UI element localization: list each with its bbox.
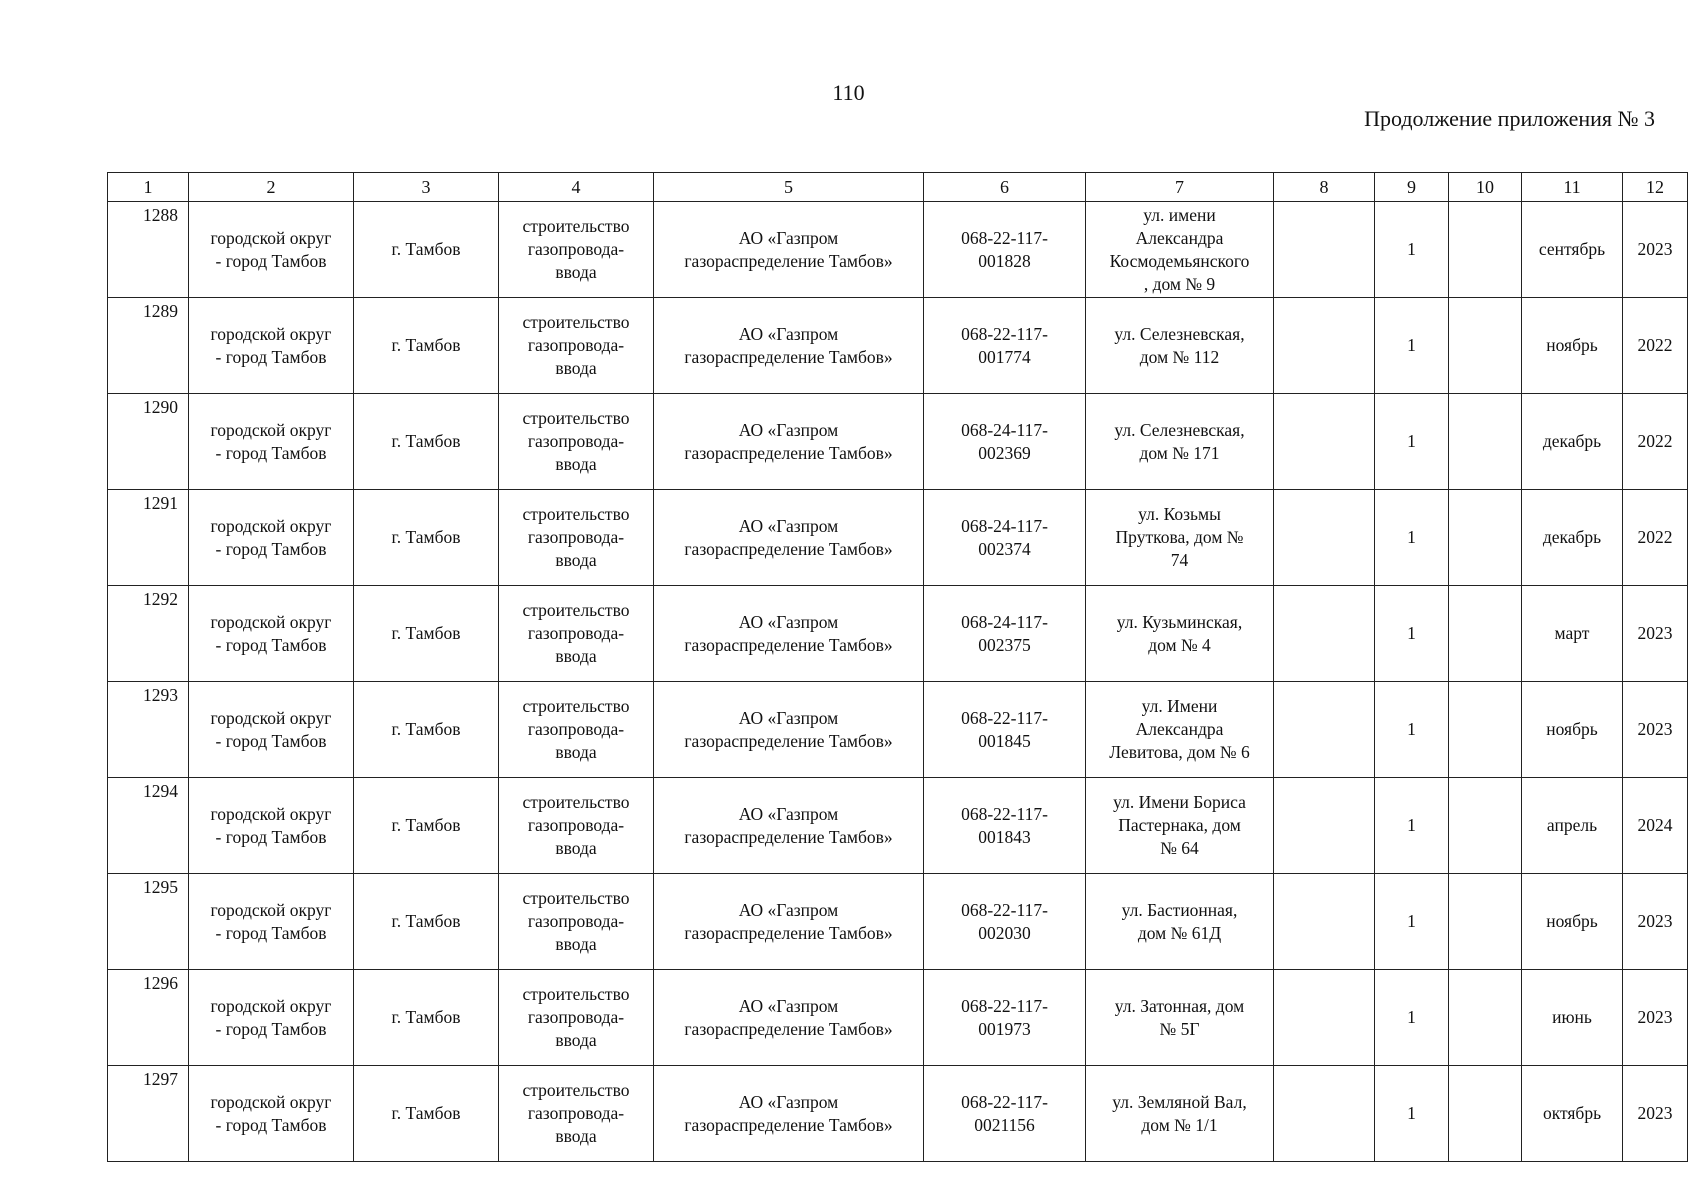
work-type-cell: строительство газопровода- ввода: [499, 394, 654, 490]
column-header: 8: [1274, 173, 1375, 202]
work-type-cell: строительство газопровода- ввода: [499, 490, 654, 586]
table-row: [108, 682, 1688, 778]
organization-cell: АО «Газпром газораспределение Тамбов»: [654, 682, 924, 778]
column-9-cell: 1: [1375, 1066, 1449, 1162]
organization-cell: АО «Газпром газораспределение Тамбов»: [654, 778, 924, 874]
row-number-cell: 1297: [108, 1066, 189, 1162]
object-code-cell: 068-22-117- 001845: [924, 682, 1086, 778]
column-header: 7: [1086, 173, 1274, 202]
column-10-cell: [1449, 778, 1522, 874]
year-cell: 2022: [1623, 394, 1688, 490]
table-row: [108, 874, 1688, 970]
row-number-cell: 1291: [108, 490, 189, 586]
month-cell: ноябрь: [1522, 682, 1623, 778]
column-header: 11: [1522, 173, 1623, 202]
column-header: 6: [924, 173, 1086, 202]
table-row: [108, 490, 1688, 586]
district-cell: городской округ - город Тамбов: [189, 586, 354, 682]
district-cell: городской округ - город Тамбов: [189, 202, 354, 298]
row-number-cell: 1289: [108, 298, 189, 394]
column-10-cell: [1449, 202, 1522, 298]
work-type-cell: строительство газопровода- ввода: [499, 1066, 654, 1162]
column-9-cell: 1: [1375, 586, 1449, 682]
city-cell: г. Тамбов: [354, 394, 499, 490]
year-cell: 2023: [1623, 682, 1688, 778]
address-cell: ул. имени Александра Космодемьянского , дом № 9: [1086, 202, 1274, 298]
month-cell: март: [1522, 586, 1623, 682]
table-row: [108, 394, 1688, 490]
address-cell: ул. Имени Бориса Пастернака, дом № 64: [1086, 778, 1274, 874]
month-cell: июнь: [1522, 970, 1623, 1066]
district-cell: городской округ - город Тамбов: [189, 970, 354, 1066]
work-type-cell: строительство газопровода- ввода: [499, 586, 654, 682]
column-10-cell: [1449, 682, 1522, 778]
city-cell: г. Тамбов: [354, 490, 499, 586]
year-cell: 2022: [1623, 490, 1688, 586]
column-9-cell: 1: [1375, 394, 1449, 490]
city-cell: г. Тамбов: [354, 298, 499, 394]
city-cell: г. Тамбов: [354, 874, 499, 970]
row-number-cell: 1296: [108, 970, 189, 1066]
object-code-cell: 068-22-117- 0021156: [924, 1066, 1086, 1162]
address-cell: ул. Имени Александра Левитова, дом № 6: [1086, 682, 1274, 778]
month-cell: октябрь: [1522, 1066, 1623, 1162]
month-cell: ноябрь: [1522, 874, 1623, 970]
object-code-cell: 068-22-117- 002030: [924, 874, 1086, 970]
district-cell: городской округ - город Тамбов: [189, 1066, 354, 1162]
year-cell: 2023: [1623, 874, 1688, 970]
work-type-cell: строительство газопровода- ввода: [499, 778, 654, 874]
address-cell: ул. Селезневская, дом № 171: [1086, 394, 1274, 490]
work-type-cell: строительство газопровода- ввода: [499, 202, 654, 298]
column-8-cell: [1274, 970, 1375, 1066]
column-header: 10: [1449, 173, 1522, 202]
address-cell: ул. Земляной Вал, дом № 1/1: [1086, 1066, 1274, 1162]
district-cell: городской округ - город Тамбов: [189, 298, 354, 394]
column-8-cell: [1274, 490, 1375, 586]
district-cell: городской округ - город Тамбов: [189, 778, 354, 874]
address-cell: ул. Затонная, дом № 5Г: [1086, 970, 1274, 1066]
column-9-cell: 1: [1375, 778, 1449, 874]
district-cell: городской округ - город Тамбов: [189, 874, 354, 970]
table-row: [108, 970, 1688, 1066]
table-row: [108, 586, 1688, 682]
address-cell: ул. Кузьминская, дом № 4: [1086, 586, 1274, 682]
row-number-cell: 1288: [108, 202, 189, 298]
column-header: 4: [499, 173, 654, 202]
table-row: [108, 1066, 1688, 1162]
column-8-cell: [1274, 778, 1375, 874]
work-type-cell: строительство газопровода- ввода: [499, 874, 654, 970]
city-cell: г. Тамбов: [354, 970, 499, 1066]
appendix-note: Продолжение приложения № 3: [1364, 106, 1655, 131]
object-code-cell: 068-24-117- 002375: [924, 586, 1086, 682]
year-cell: 2024: [1623, 778, 1688, 874]
table-row: [108, 298, 1688, 394]
month-cell: декабрь: [1522, 490, 1623, 586]
column-8-cell: [1274, 586, 1375, 682]
work-type-cell: строительство газопровода- ввода: [499, 682, 654, 778]
address-cell: ул. Селезневская, дом № 112: [1086, 298, 1274, 394]
work-type-cell: строительство газопровода- ввода: [499, 970, 654, 1066]
city-cell: г. Тамбов: [354, 202, 499, 298]
object-code-cell: 068-22-117- 001973: [924, 970, 1086, 1066]
object-code-cell: 068-22-117- 001828: [924, 202, 1086, 298]
year-cell: 2023: [1623, 586, 1688, 682]
column-header: 9: [1375, 173, 1449, 202]
object-code-cell: 068-24-117- 002369: [924, 394, 1086, 490]
column-9-cell: 1: [1375, 298, 1449, 394]
organization-cell: АО «Газпром газораспределение Тамбов»: [654, 490, 924, 586]
column-8-cell: [1274, 682, 1375, 778]
district-cell: городской округ - город Тамбов: [189, 394, 354, 490]
organization-cell: АО «Газпром газораспределение Тамбов»: [654, 1066, 924, 1162]
column-9-cell: 1: [1375, 202, 1449, 298]
organization-cell: АО «Газпром газораспределение Тамбов»: [654, 298, 924, 394]
column-8-cell: [1274, 298, 1375, 394]
month-cell: сентябрь: [1522, 202, 1623, 298]
month-cell: ноябрь: [1522, 298, 1623, 394]
page-number: 110: [832, 80, 865, 105]
header-row: [108, 173, 1688, 202]
month-cell: декабрь: [1522, 394, 1623, 490]
address-cell: ул. Козьмы Пруткова, дом № 74: [1086, 490, 1274, 586]
district-cell: городской округ - город Тамбов: [189, 490, 354, 586]
organization-cell: АО «Газпром газораспределение Тамбов»: [654, 202, 924, 298]
row-number-cell: 1290: [108, 394, 189, 490]
registry-table: [107, 172, 1688, 1162]
city-cell: г. Тамбов: [354, 586, 499, 682]
year-cell: 2023: [1623, 1066, 1688, 1162]
column-9-cell: 1: [1375, 490, 1449, 586]
row-number-cell: 1293: [108, 682, 189, 778]
organization-cell: АО «Газпром газораспределение Тамбов»: [654, 874, 924, 970]
column-8-cell: [1274, 202, 1375, 298]
column-8-cell: [1274, 394, 1375, 490]
month-cell: апрель: [1522, 778, 1623, 874]
column-10-cell: [1449, 970, 1522, 1066]
work-type-cell: строительство газопровода- ввода: [499, 298, 654, 394]
row-number-cell: 1292: [108, 586, 189, 682]
object-code-cell: 068-24-117- 002374: [924, 490, 1086, 586]
column-10-cell: [1449, 1066, 1522, 1162]
address-cell: ул. Бастионная, дом № 61Д: [1086, 874, 1274, 970]
year-cell: 2023: [1623, 202, 1688, 298]
district-cell: городской округ - город Тамбов: [189, 682, 354, 778]
column-8-cell: [1274, 874, 1375, 970]
column-9-cell: 1: [1375, 970, 1449, 1066]
city-cell: г. Тамбов: [354, 682, 499, 778]
column-10-cell: [1449, 874, 1522, 970]
table-row: [108, 778, 1688, 874]
column-9-cell: 1: [1375, 682, 1449, 778]
object-code-cell: 068-22-117- 001774: [924, 298, 1086, 394]
column-10-cell: [1449, 394, 1522, 490]
row-number-cell: 1295: [108, 874, 189, 970]
column-header: 2: [189, 173, 354, 202]
column-8-cell: [1274, 1066, 1375, 1162]
column-10-cell: [1449, 298, 1522, 394]
object-code-cell: 068-22-117- 001843: [924, 778, 1086, 874]
column-10-cell: [1449, 490, 1522, 586]
year-cell: 2023: [1623, 970, 1688, 1066]
row-number-cell: 1294: [108, 778, 189, 874]
city-cell: г. Тамбов: [354, 1066, 499, 1162]
column-header: 3: [354, 173, 499, 202]
organization-cell: АО «Газпром газораспределение Тамбов»: [654, 970, 924, 1066]
city-cell: г. Тамбов: [354, 778, 499, 874]
year-cell: 2022: [1623, 298, 1688, 394]
column-10-cell: [1449, 586, 1522, 682]
organization-cell: АО «Газпром газораспределение Тамбов»: [654, 394, 924, 490]
organization-cell: АО «Газпром газораспределение Тамбов»: [654, 586, 924, 682]
column-header: 12: [1623, 173, 1688, 202]
column-header: 1: [108, 173, 189, 202]
column-9-cell: 1: [1375, 874, 1449, 970]
table-row: [108, 202, 1688, 298]
column-header: 5: [654, 173, 924, 202]
